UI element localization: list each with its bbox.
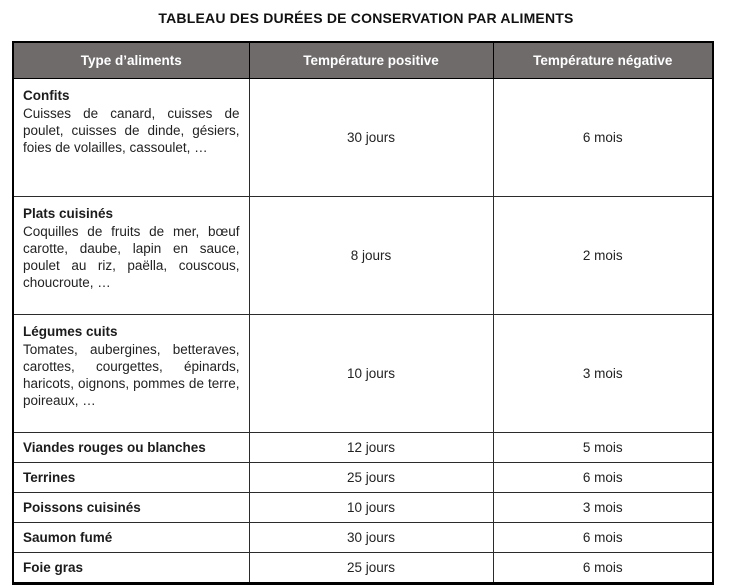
food-type-cell <box>13 79 249 197</box>
food-type-cell <box>13 523 249 553</box>
table-row <box>13 523 713 553</box>
table-row <box>13 197 713 315</box>
page-title: TABLEAU DES DURÉES DE CONSERVATION PAR ALIMENTS <box>158 10 574 26</box>
positive-duration-cell: 10 jours <box>249 315 493 433</box>
table-row <box>13 463 713 493</box>
positive-duration-cell: 10 jours <box>249 493 493 523</box>
negative-duration-cell: 6 mois <box>493 553 713 584</box>
table-row <box>13 493 713 523</box>
food-type-cell <box>13 553 249 584</box>
positive-duration-cell: 25 jours <box>249 553 493 584</box>
food-type-cell <box>13 463 249 493</box>
table-body <box>13 79 713 584</box>
table-header <box>13 42 713 79</box>
food-category: Viandes rouges ou blanches <box>23 440 206 455</box>
negative-duration-cell: 5 mois <box>493 433 713 463</box>
positive-duration-cell: 25 jours <box>249 463 493 493</box>
food-category: Plats cuisinés <box>23 206 114 221</box>
positive-duration-cell: 8 jours <box>249 197 493 315</box>
header-food-type: Type d’aliments <box>13 42 249 79</box>
food-category: Poissons cuisinés <box>23 500 141 515</box>
negative-duration-cell: 6 mois <box>493 523 713 553</box>
negative-duration-cell: 3 mois <box>493 315 713 433</box>
food-examples: Coquilles de fruits de mer, bœuf carotte, daube, lapin en sauce, poulet au riz, paëlla, couscous, choucroute, … <box>23 224 240 290</box>
negative-duration-cell: 3 mois <box>493 493 713 523</box>
food-category: Foie gras <box>23 560 84 575</box>
negative-duration-cell: 6 mois <box>493 79 713 197</box>
negative-duration-cell: 2 mois <box>493 197 713 315</box>
food-examples: Cuisses de canard, cuisses de poulet, cuisses de dinde, gésiers, foies de volailles, cassoulet, … <box>23 106 240 155</box>
conservation-table <box>12 41 714 585</box>
food-category: Légumes cuits <box>23 324 118 339</box>
positive-duration-cell: 30 jours <box>249 79 493 197</box>
food-type-cell <box>13 493 249 523</box>
table-row <box>13 433 713 463</box>
food-examples: Tomates, aubergines, betteraves, carottes, courgettes, épinards, haricots, oignons, pommes de terre, poireaux, … <box>23 342 240 408</box>
food-type-cell <box>13 197 249 315</box>
positive-duration-cell: 12 jours <box>249 433 493 463</box>
food-category: Saumon fumé <box>23 530 113 545</box>
header-positive-temperature: Température positive <box>249 42 493 79</box>
header-negative-temperature: Température négative <box>493 42 713 79</box>
table-row <box>13 553 713 584</box>
food-type-cell <box>13 315 249 433</box>
header-row <box>13 42 713 79</box>
food-category: Confits <box>23 88 70 103</box>
table-row <box>13 79 713 197</box>
negative-duration-cell: 6 mois <box>493 463 713 493</box>
food-category: Terrines <box>23 470 76 485</box>
table-row <box>13 315 713 433</box>
food-type-cell <box>13 433 249 463</box>
positive-duration-cell: 30 jours <box>249 523 493 553</box>
